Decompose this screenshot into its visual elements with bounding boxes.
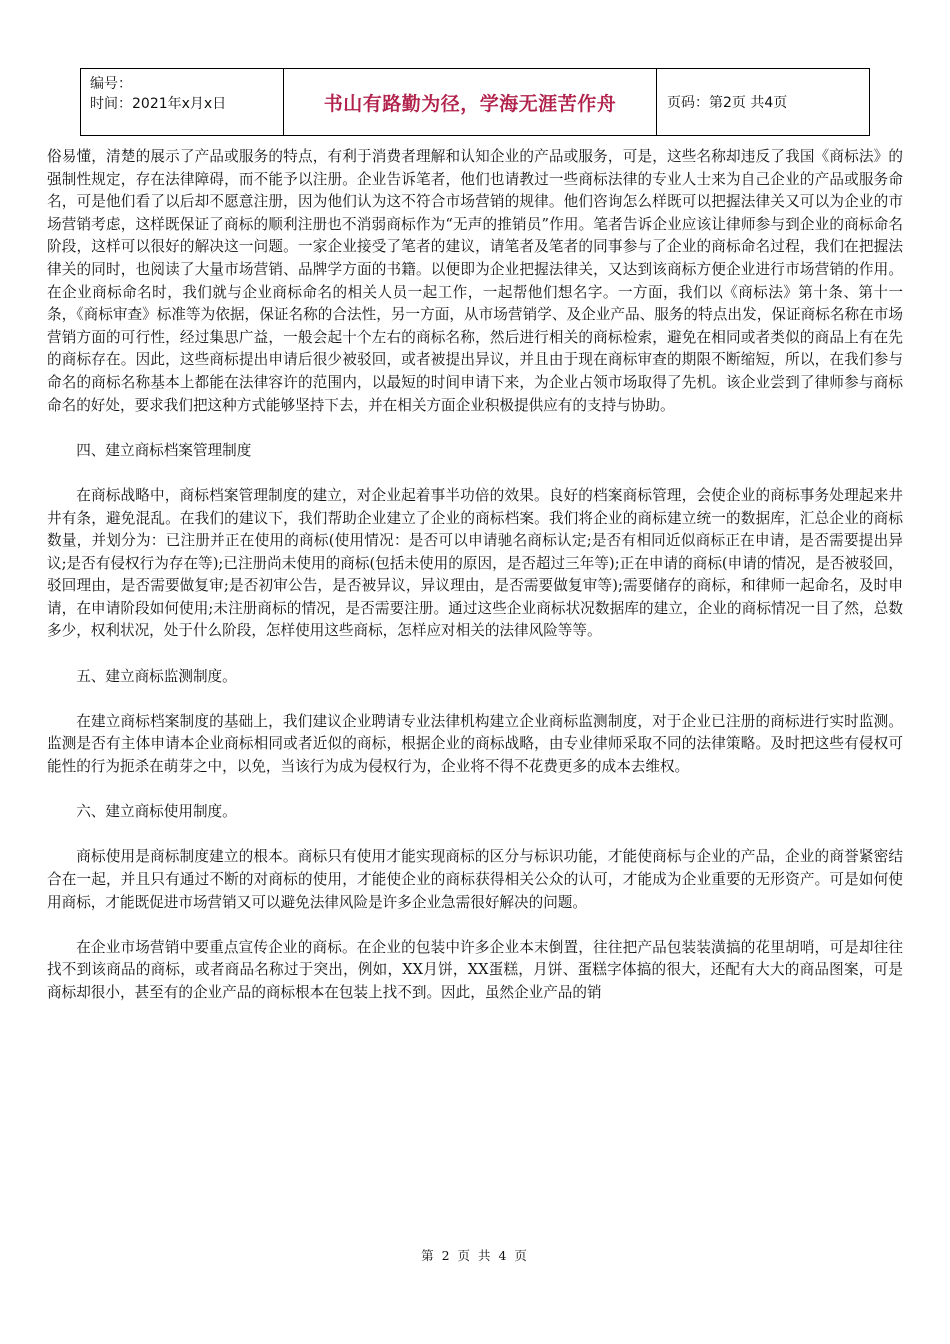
page-footer xyxy=(0,1246,950,1264)
section-heading-archive: 四、建立商标档案管理制度 xyxy=(76,441,252,459)
document-time-label: 时间：2021年x月x日 xyxy=(90,96,227,112)
page-header xyxy=(80,68,870,136)
header-motto-cell xyxy=(284,69,657,135)
footer-page-number: 第 2 页 共 4 页 xyxy=(421,1248,529,1263)
body-paragraph: 商标使用是商标制度建立的根本。商标只有使用才能实现商标的区分与标识功能，才能使商标与企业的产品，企业的商誉紧密结合在一起，并且只有通过不断的对商标的使用，才能使企业的商标获得相关公众的认可，才能成为企业重要的无形资产。可是如何使用商标，才能既促进市场营销又可以避免法律风险是许多企业急需很好解决的问题。 xyxy=(47,848,903,911)
document-number-label: 编号： xyxy=(90,76,132,92)
document-body xyxy=(47,146,903,1027)
body-paragraph: 在商标战略中，商标档案管理制度的建立，对企业起着事半功倍的效果。良好的档案商标管理，会使企业的商标事务处理起来井井有条，避免混乱。在我们的建议下，我们帮助企业建立了企业的商标档案。我们将企业的商标建立统一的数据库，汇总企业的商标数量，并划分为：已注册并正在使用的商标(使用情况：是否可以申请驰名商标认定;是否有相同近似商标正在申请，是否需要提出异议;是否有侵权行为存在等);已注册尚未使用的商标(包括未使用的原因，是否超过三年等);正在申请的商标(申请的情况，是否被驳回，驳回理由，是否需要做复审;是否初审公告，是否被异议，异议理由，是否需要做复审等);需要储存的商标，和律师一起命名，及时申请，在申请阶段如何使用;未注册商标的情况，是否需要注册。通过这些企业商标状况数据库的建立，企业的商标情况一目了然，总数多少，权利状况，处于什么阶段，怎样使用这些商标，怎样应对相关的法律风险等等。 xyxy=(47,486,903,640)
section-heading-monitoring: 五、建立商标监测制度。 xyxy=(76,667,237,685)
header-page-label: 页码：第2页 共4页 xyxy=(667,95,788,111)
header-meta-cell xyxy=(81,69,284,135)
body-paragraph: 在企业市场营销中要重点宣传企业的商标。在企业的包装中许多企业本末倒置，往往把产品包装装潢搞的花里胡哨，可是却往往找不到该商品的商标，或者商品名称过于突出，例如，XX月饼，XX蛋糕，月饼、蛋糕字体搞的很大，还配有大大的商品图案，可是商标却很小，甚至有的企业产品的商标根本在包装上找不到。因此，虽然企业产品的销 xyxy=(47,938,903,1001)
section-heading-usage: 六、建立商标使用制度。 xyxy=(76,803,237,821)
header-page-cell xyxy=(657,69,869,135)
body-paragraph: 在建立商标档案制度的基础上，我们建议企业聘请专业法律机构建立企业商标监测制度，对于企业已注册的商标进行实时监测。监测是否有主体申请本企业商标相同或者近似的商标，根据企业的商标战略，由专业律师采取不同的法律策略。及时把这些有侵权可能性的行为扼杀在萌芽之中，以免，当该行为成为侵权行为，企业将不得不花费更多的成本去维权。 xyxy=(47,712,903,776)
header-motto: 书山有路勤为径，学海无涯苦作舟 xyxy=(323,92,617,115)
body-paragraph: 俗易懂，清楚的展示了产品或服务的特点，有利于消费者理解和认知企业的产品或服务，可是，这些名称却违反了我国《商标法》的强制性规定，存在法律障碍，而不能予以注册。企业告诉笔者，他们也请教过一些商标法律的专业人士来为自己企业的产品或服务命名，可是他们看了以后却不愿意注册，因为他们认为这不符合市场营销的规律。他们咨询怎么样既可以把握法律关又可以为企业的市场营销考虑，这样既保证了商标的顺利注册也不消弱商标作为“无声的推销员”作用。笔者告诉企业应该让律师参与到企业的商标命名阶段，这样可以很好的解决这一问题。一家企业接受了笔者的建议，请笔者及笔者的同事参与了企业的商标命名过程，我们在把握法律关的同时，也阅读了大量市场营销、品牌学方面的书籍。以便即为企业把握法律关，又达到该商标方便企业进行市场营销的作用。在企业商标命名时，我们就与企业商标命名的相关人员一起工作，一起帮他们想名字。一方面，我们以《商标法》第十条、第十一条，《商标审查》标准等为依据，保证名称的合法性，另一方面，从市场营销学、及企业产品、服务的特点出发，保证商标名称在市场营销方面的可行性，经过集思广益，一般会起十个左右的商标名称，然后进行相关的商标检索，避免在相同或者类似的商品上有在先的商标存在。因此，这些商标提出申请后很少被驳回，或者被提出异议，并且由于现在商标审查的期限不断缩短，所以，在我们参与命名的商标名称基本上都能在法律容许的范围内，以最短的时间申请下来，为企业占领市场取得了先机。该企业尝到了律师参与商标命名的好处，要求我们把这种方式能够坚持下去，并在相关方面企业积极提供应有的支持与协助。 xyxy=(47,148,903,414)
